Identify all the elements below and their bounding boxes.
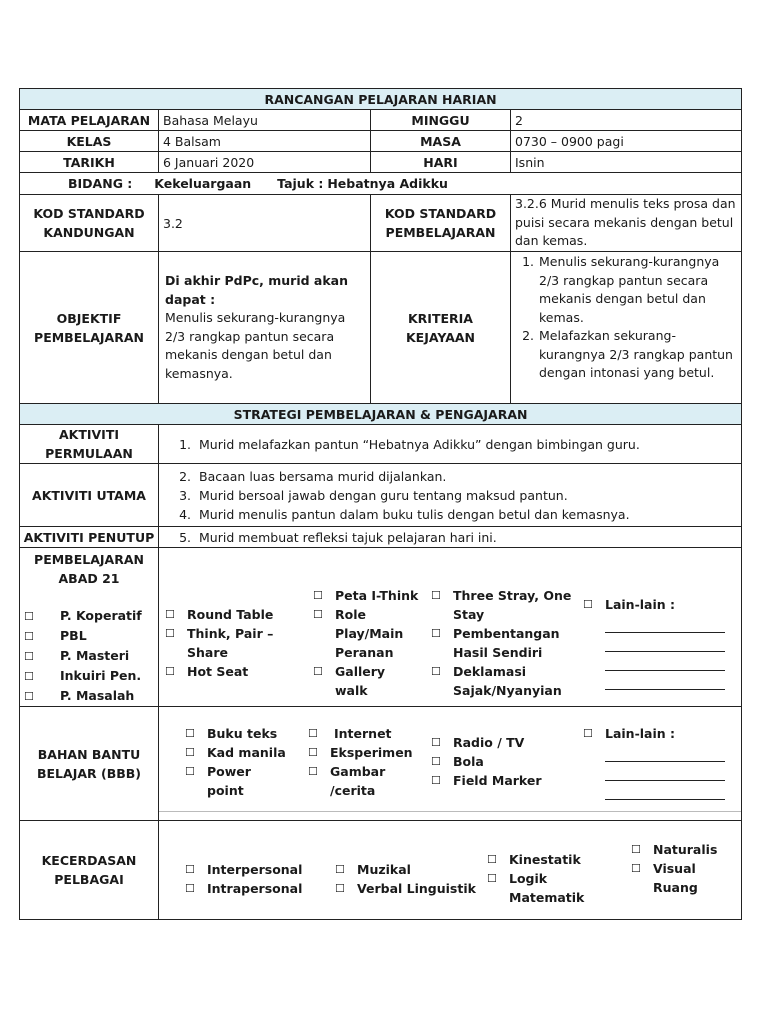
checkbox-icon[interactable]: ☐ [24,650,34,663]
bbb-options-cell [159,707,742,821]
checkbox-icon[interactable]: ☐ [165,665,175,678]
blank-line[interactable] [605,614,725,633]
checkbox-icon[interactable]: ☐ [431,774,441,787]
checkbox-icon[interactable]: ☐ [335,863,345,876]
label-kelas: KELAS [20,131,159,152]
bidang-row [20,173,742,195]
tajuk-label: Tajuk : [277,176,324,191]
bbb-option [308,762,428,800]
bbb-lain-lain [583,724,733,800]
kecerdasan-options-cell [159,821,742,920]
bbb-option-label: Gambar /cerita [330,764,386,798]
kecerdasan-option [185,879,325,898]
bbb-option [308,724,428,743]
ksk-label-line-1: KOD STANDARD [33,206,145,221]
bbb-label-line-2: BELAJAR (BBB) [36,765,142,781]
abad21-label-line-1: PEMBELAJARAN [34,552,144,567]
bbb-option [431,733,561,752]
checkbox-icon[interactable]: ☐ [313,589,323,602]
value-hari: Isnin [511,152,742,173]
kecerdasan-col2 [335,860,485,898]
abad21-lain-label: Lain-lain : [605,597,676,612]
aktiviti-item-num: 4. [179,506,191,522]
strategi-title: STRATEGI PEMBELAJARAN & PENGAJARAN [20,404,742,425]
kriteria-item-num: 1. [522,254,534,269]
checkbox-icon[interactable]: ☐ [308,746,318,759]
checkbox-icon[interactable]: ☐ [583,598,593,611]
blank-line[interactable] [605,652,725,671]
abad21-option-label: Peta I-Think [335,588,419,603]
checkbox-icon[interactable]: ☐ [431,627,441,640]
abad21-left-item [24,646,154,666]
tajuk-value: Hebatnya Adikku [327,176,448,191]
abad21-option [165,605,315,624]
aktiviti-item-text: Murid bersoal jawab dengan guru tentang maksud pantun. [199,487,568,503]
kecerdasan-label-line-2: PELBAGAI [54,872,124,887]
aktiviti-item [169,505,737,524]
checkbox-icon[interactable]: ☐ [583,727,593,740]
label-hari: HARI [371,152,511,173]
aktiviti-item [169,528,737,547]
abad21-left-item-label: P. Masalah [60,688,135,703]
abad21-lain-lain [583,595,733,690]
blank-line[interactable] [605,671,725,690]
objektif-text: Menulis sekurang-kurangnya 2/3 rangkap pantun secara mekanis dengan betul dan kemasnya. [165,310,346,381]
checkbox-icon[interactable]: ☐ [487,872,497,885]
abad21-option-label: Three Stray, One Stay [453,588,572,622]
label-bbb [20,707,159,821]
label-kod-standard-kandungan [20,195,159,252]
aktiviti-item-text: Bacaan luas bersama murid dijalankan. [199,468,447,484]
abad21-option [313,662,423,700]
value-kod-standard-pembelajaran: 3.2.6 Murid menulis teks prosa dan puisi secara mekanis dengan betul dan kemas. [511,195,742,252]
kecerdasan-option-label: Interpersonal [207,862,303,877]
aktiviti-item [169,435,737,454]
kecerdasan-option-label: Logik Matematik [509,871,585,905]
value-masa: 0730 – 0900 pagi [511,131,742,152]
abad21-col2 [313,586,423,700]
kecerdasan-option-label: Intrapersonal [207,881,303,896]
abad21-option-label: Gallery walk [335,664,386,698]
checkbox-icon[interactable]: ☐ [185,765,195,778]
abad21-option [431,586,581,624]
label-aktiviti-utama: AKTIVITI UTAMA [20,464,159,527]
label-aktiviti-permulaan [20,425,159,464]
kecerdasan-option-label: Muzikal [357,862,411,877]
abad21-left-item-label: PBL [60,628,87,643]
label-aktiviti-penutup: AKTIVITI PENUTUP [20,527,159,548]
aktiviti-permulaan-content [159,425,742,464]
bbb-option-label: Power point [207,764,251,798]
aktiviti-item-num: 5. [179,529,191,545]
checkbox-icon[interactable]: ☐ [631,843,641,856]
kriteria-label-line-1: KRITERIA [408,310,473,326]
aktiviti-item-num: 2. [179,468,191,484]
kecerdasan-col1 [185,860,325,898]
kecerdasan-option [487,850,597,869]
value-mata-pelajaran: Bahasa Melayu [159,110,371,131]
rph-table [19,88,742,920]
checkbox-icon[interactable]: ☐ [431,589,441,602]
aktiviti-item-text: Murid menulis pantun dalam buku tulis dengan betul dan kemasnya. [199,506,630,522]
kecerdasan-option [487,869,597,907]
bbb-option-label: Buku teks [207,726,278,741]
kecerdasan-col4 [631,840,731,897]
kriteria-content [511,252,742,404]
divider [159,811,741,812]
label-kecerdasan [20,821,159,920]
abad21-option-label: Role Play/Main Peranan [335,607,404,660]
ksk-label-line-2: KANDUNGAN [43,225,135,240]
value-minggu: 2 [511,110,742,131]
label-tarikh: TARIKH [20,152,159,173]
checkbox-icon[interactable]: ☐ [185,746,195,759]
bbb-option-label: Bola [453,754,484,769]
abad21-option [583,595,733,614]
checkbox-icon[interactable]: ☐ [431,755,441,768]
checkbox-icon[interactable]: ☐ [431,665,441,678]
permulaan-label-line-2: PERMULAAN [45,446,133,461]
bbb-option [431,752,561,771]
kecerdasan-label-line-1: KECERDASAN [41,853,137,868]
abad21-col1 [165,605,315,681]
kecerdasan-option-label: Visual Ruang [653,861,698,895]
aktiviti-utama-content [159,464,742,527]
aktiviti-item-num: 3. [179,487,191,503]
label-minggu: MINGGU [371,110,511,131]
aktiviti-item [169,467,737,486]
checkbox-icon[interactable]: ☐ [308,727,318,740]
checkbox-icon[interactable]: ☐ [631,862,641,875]
value-tarikh: 6 Januari 2020 [159,152,371,173]
kriteria-item-text: Melafazkan sekurang-kurangnya 2/3 rangkap pantun dengan intonasi yang betul. [539,328,733,380]
abad21-option [165,624,315,662]
abad21-left-item [24,666,154,686]
document-title: RANCANGAN PELAJARAN HARIAN [20,89,742,110]
aktiviti-item-text: Murid melafazkan pantun “Hebatnya Adikku” dengan bimbingan guru. [199,436,640,452]
abad21-option-label: Hot Seat [187,664,249,679]
kecerdasan-option-label: Verbal Linguistik [357,881,476,896]
abad21-left-cell [20,548,159,707]
label-masa: MASA [371,131,511,152]
abad21-col3 [431,586,581,700]
label-kriteria [371,252,511,404]
abad21-left-item-label: P. Masteri [60,648,130,663]
checkbox-icon[interactable]: ☐ [185,882,195,895]
checkbox-icon[interactable]: ☐ [308,765,318,778]
checkbox-icon[interactable]: ☐ [185,727,195,740]
kecerdasan-col3 [487,850,597,907]
abad21-left-item [24,626,154,646]
abad21-option [313,586,423,605]
value-kod-standard-kandungan: 3.2 [159,195,371,252]
checkbox-icon[interactable]: ☐ [335,882,345,895]
checkbox-icon[interactable]: ☐ [24,630,34,643]
checkbox-icon[interactable]: ☐ [165,608,175,621]
bbb-option [583,724,733,743]
abad21-option [313,605,423,662]
checkbox-icon[interactable]: ☐ [313,608,323,621]
objektif-content [159,252,371,404]
bbb-option-label: Field Marker [453,773,542,788]
checkbox-icon[interactable]: ☐ [487,853,497,866]
abad21-option-label: Think, Pair – Share [187,626,274,660]
kecerdasan-option-label: Naturalis [653,842,718,857]
abad21-left-item-label: P. Koperatif [60,608,142,623]
aktiviti-item-num: 1. [179,436,191,452]
abad21-left-item-label: Inkuiri Pen. [60,668,142,683]
abad21-option-label: Round Table [187,607,274,622]
objektif-label-line-2: PEMBELAJARAN [34,329,144,345]
bbb-col1 [185,724,315,800]
objektif-intro: Di akhir PdPc, murid akan dapat : [165,273,348,307]
blank-line[interactable] [605,781,725,800]
abad21-option [165,662,315,681]
abad21-option-label: Pembentangan Hasil Sendiri [453,626,560,660]
bbb-option-label: Radio / TV [453,735,525,750]
checkbox-icon[interactable]: ☐ [24,610,34,623]
kriteria-item [515,253,737,327]
abad21-options-cell [159,548,742,707]
bbb-col3 [431,733,561,790]
abad21-option [431,624,581,662]
abad21-option-label: Deklamasi Sajak/Nyanyian [453,664,562,698]
checkbox-icon[interactable]: ☐ [431,736,441,749]
bbb-option-label: Eksperimen [330,745,413,760]
permulaan-label-line-1: AKTIVITI [58,427,120,442]
checkbox-icon[interactable]: ☐ [24,670,34,683]
checkbox-icon[interactable]: ☐ [185,863,195,876]
abad21-option [431,662,581,700]
value-kelas: 4 Balsam [159,131,371,152]
bbb-col2 [308,724,428,800]
bbb-option [308,743,428,762]
checkbox-icon[interactable]: ☐ [313,665,323,678]
kriteria-item-num: 2. [522,328,534,343]
bbb-option-label: Internet [334,726,392,741]
kecerdasan-option [335,860,485,879]
blank-line[interactable] [605,743,725,762]
label-objektif [20,252,159,404]
bbb-label-line-1: BAHAN BANTU [37,746,141,762]
abad21-label-line-2: ABAD 21 [58,571,120,586]
kriteria-label-line-2: KEJAYAAN [405,329,476,345]
kriteria-item-text: Menulis sekurang-kurangnya 2/3 rangkap pantun secara mekanis dengan betul dan kemas. [539,254,720,325]
aktiviti-item-text: Murid membuat refleksi tajuk pelajaran hari ini. [199,529,497,545]
kecerdasan-option [335,879,485,898]
bbb-lain-label: Lain-lain : [605,726,676,741]
label-mata-pelajaran: MATA PELAJARAN [20,110,159,131]
bidang-label: BIDANG : [68,176,133,191]
abad21-left-item [24,606,154,626]
bbb-option [185,743,315,762]
ksp-label-line-1: KOD STANDARD [384,206,497,221]
kecerdasan-option [631,840,731,859]
ksp-label-line-2: PEMBELAJARAN [385,225,496,240]
kecerdasan-option [185,860,325,879]
bidang-value: Kekeluargaan [154,176,252,191]
label-kod-standard-pembelajaran [371,195,511,252]
blank-line[interactable] [605,633,725,652]
aktiviti-penutup-content [159,527,742,548]
aktiviti-item [169,486,737,505]
kriteria-item [515,327,737,383]
blank-line[interactable] [605,762,725,781]
objektif-label-line-1: OBJEKTIF [56,310,122,326]
kecerdasan-option-label: Kinestatik [509,852,581,867]
bbb-option [185,762,315,800]
bbb-option-label: Kad manila [207,745,286,760]
checkbox-icon[interactable]: ☐ [24,690,34,703]
kecerdasan-option [631,859,731,897]
bbb-option [185,724,315,743]
abad21-left-item [24,686,154,706]
checkbox-icon[interactable]: ☐ [165,627,175,640]
bbb-option [431,771,561,790]
